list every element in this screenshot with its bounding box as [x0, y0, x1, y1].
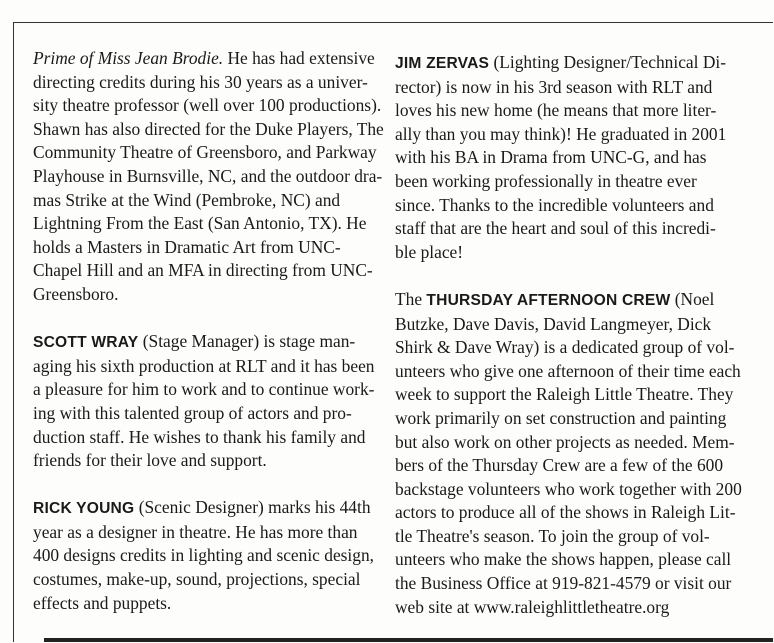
text-line: duction staff. He wishes to thank his family and	[33, 426, 366, 447]
text-line: unteers who give one afternoon of their time each	[395, 360, 741, 381]
right-column	[395, 51, 742, 643]
person-name: SCOTT WRAY	[33, 334, 139, 352]
text-line: year as a designer in theatre. He has more than	[33, 521, 358, 542]
bio-scott-wray	[33, 330, 376, 473]
text-line: but also work on other projects as needed. Mem-	[395, 431, 735, 452]
text-line: ing with this talented group of actors and pro-	[33, 402, 352, 423]
text-line: actors to produce all of the shows in Raleigh Lit-	[395, 502, 736, 523]
text-line: Butzke, Dave Davis, David Langmeyer, Dick	[395, 313, 712, 334]
text-line: Lightning From the East (San Antonio, TX). He	[33, 213, 367, 234]
text-line: work primarily on set construction and painting	[395, 407, 727, 428]
play-title: Prime of Miss Jean Brodie.	[33, 48, 224, 68]
text-line: 400 designs credits in lighting and scenic design,	[33, 545, 374, 566]
bio-first-line: JIM ZERVAS (Lighting Designer/Technical Di-	[395, 52, 727, 72]
text-line: Chapel Hill and an MFA in directing from UNC-	[33, 260, 373, 281]
text-line: ally than you may think)! He graduated in 2001	[395, 123, 727, 144]
text-line: effects and puppets.	[33, 592, 172, 613]
person-name: JIM ZERVAS	[395, 55, 490, 72]
text-line: the Business Office at 919-821-4579 or visit our	[395, 573, 732, 594]
website-line: web site at www.raleighlittletheatre.org	[395, 596, 670, 617]
text-line: sity theatre professor (well over 100 productions).	[33, 95, 382, 116]
text-line: rector) is now in his 3rd season with RLT and	[395, 76, 713, 97]
text-line: with his BA in Drama from UNC-G, and has	[395, 147, 707, 168]
bio-first-line: Prime of Miss Jean Brodie. He has had extensive	[33, 48, 375, 68]
text-line: a pleasure for him to work and to continue work-	[33, 379, 375, 400]
bio-first-line: The THURSDAY AFTERNOON CREW (Noel	[395, 288, 715, 309]
text-line: Shawn has also directed for the Duke Players, The	[33, 118, 384, 139]
text-line: mas Strike at the Wind (Pembroke, NC) and	[33, 189, 341, 210]
text-line: costumes, make-up, sound, projections, special	[33, 569, 361, 590]
text-line: directing credits during his 30 years as a univer-	[33, 71, 368, 92]
text-line: since. Thanks to the incredible volunteers and	[395, 194, 714, 215]
bio-jim-zervas	[395, 51, 739, 264]
text-line: been working professionally in theatre ever	[395, 170, 697, 191]
text-line: friends for their love and support.	[33, 450, 267, 471]
text-line: unteers who make the shows happen, please call	[395, 549, 732, 570]
text-line: Greensboro.	[33, 283, 119, 304]
text-line: Community Theatre of Greensboro, and Parkway	[33, 142, 377, 163]
bio-continued	[33, 47, 384, 307]
text-line: loves his new home (he means that more liter-	[395, 100, 717, 121]
text-line: holds a Masters in Dramatic Art from UNC-	[33, 236, 341, 257]
text-line: bers of the Thursday Crew are a few of the 600	[395, 455, 724, 476]
bio-first-line: SCOTT WRAY (Stage Manager) is stage man-	[33, 331, 356, 352]
text-line: tle Theatre's season. To join the group of vol-	[395, 525, 710, 546]
text-line: staff that are the heart and soul of this incredi-	[395, 218, 716, 239]
text-line: week to support the Raleigh Little Theatre. They	[395, 384, 734, 405]
bio-thursday-crew	[395, 288, 742, 619]
text-line: Shirk & Dave Wray) is a dedicated group of vol-	[395, 337, 735, 358]
person-name: RICK YOUNG	[33, 500, 135, 518]
crew-name: THURSDAY AFTERNOON CREW	[426, 291, 671, 309]
bio-first-line: RICK YOUNG (Scenic Designer) marks his 44th	[33, 497, 371, 518]
bio-rick-young	[33, 496, 376, 615]
text-line: Playhouse in Burnsville, NC, and the outdoor dra-	[33, 165, 383, 186]
text-line: backstage volunteers who work together with 200	[395, 478, 742, 499]
text-line: ble place!	[395, 241, 464, 262]
left-column	[33, 47, 384, 639]
text-line: aging his sixth production at RLT and it has been	[33, 355, 375, 376]
